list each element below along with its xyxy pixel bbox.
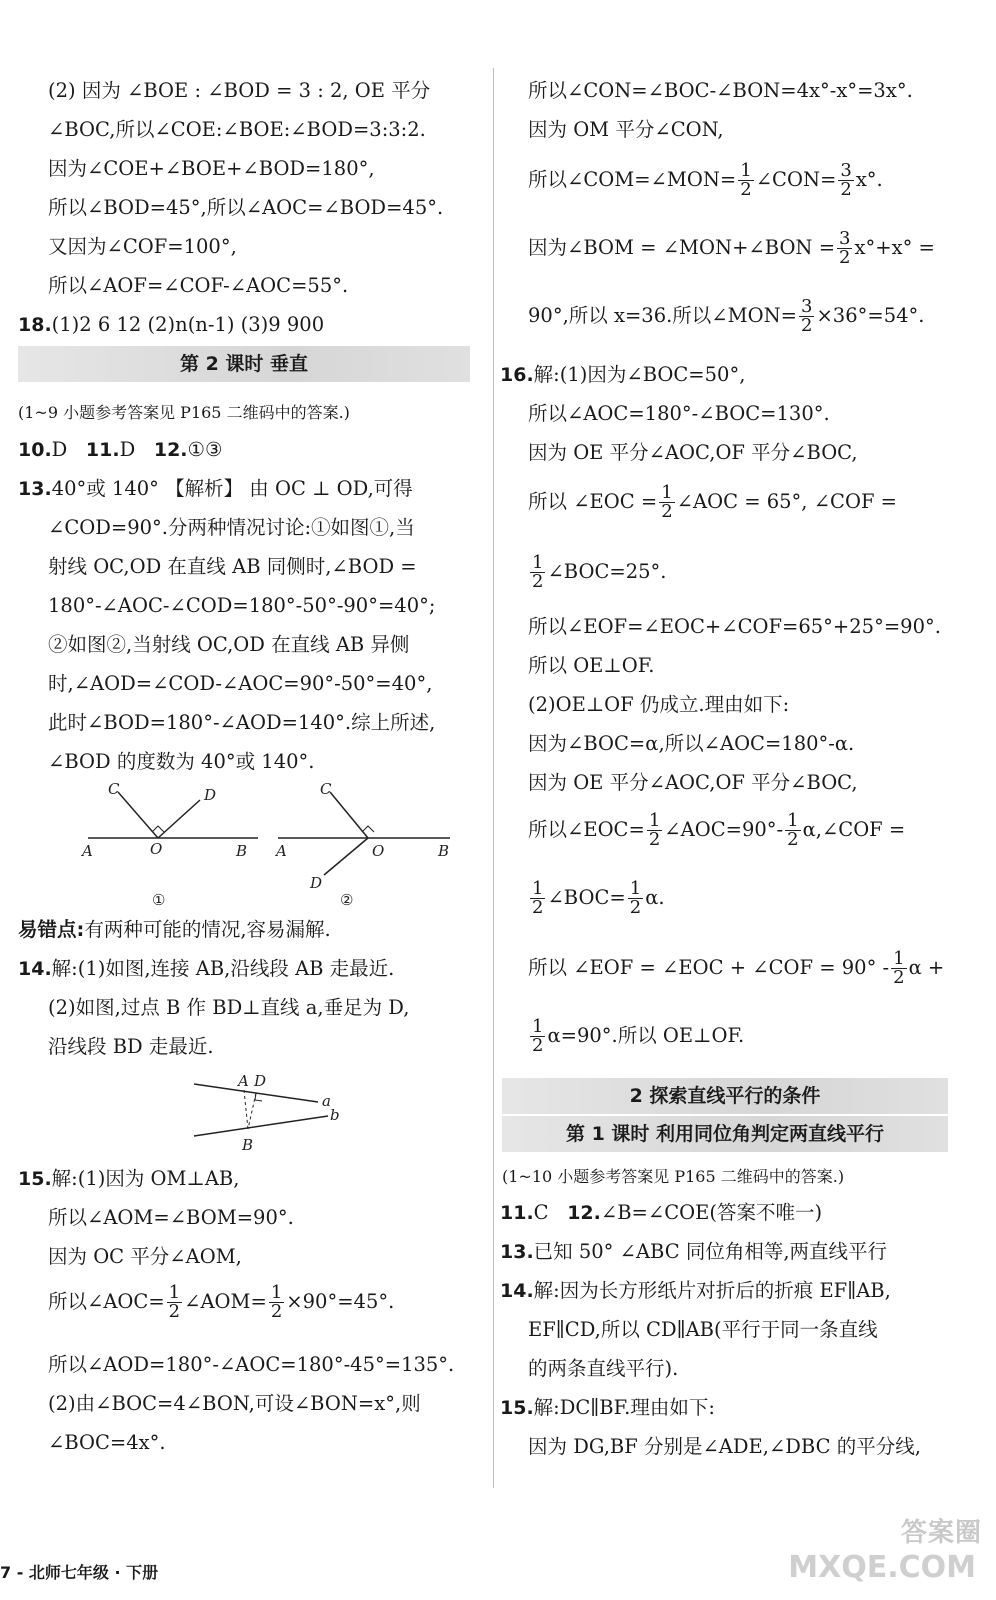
text-line: 因为 OC 平分∠AOM, <box>48 1245 242 1268</box>
text-line: 时,∠AOD=∠COD-∠AOC=90°-50°=40°, <box>48 672 433 695</box>
section-heading-perpendicular: 第 2 课时 垂直 <box>18 346 470 382</box>
point-label: C <box>108 780 120 798</box>
question-15 <box>500 1395 715 1421</box>
fraction: $\frac{1}{2}$ <box>532 552 544 592</box>
equation-line: $\frac{1}{2}$ ∠BOC=25°. <box>532 552 667 592</box>
fraction: $\frac{1}{2}$ <box>787 810 799 850</box>
answer-text: ∠B=∠COE(答案不唯一) <box>600 1201 823 1224</box>
shortest-path-figure <box>188 1066 348 1156</box>
point-label: O <box>372 842 385 860</box>
text-line: 因为 OM 平分∠CON, <box>528 118 724 141</box>
text-line: (2)OE⊥OF 仍成立.理由如下: <box>528 693 790 716</box>
section-heading-parallel: 2 探索直线平行的条件 <box>502 1078 948 1114</box>
text-line: 所以∠EOF=∠EOC+∠COF=65°+25°=90°. <box>528 615 941 638</box>
text-line: 因为 DG,BF 分别是∠ADE,∠DBC 的平分线, <box>528 1435 921 1458</box>
text-line: 所以∠AOF=∠COF-∠AOC=55°. <box>48 274 349 297</box>
point-label: A <box>238 1072 249 1090</box>
page-number: 7 - <box>0 1563 24 1582</box>
question-14 <box>18 956 394 982</box>
answer-text: 已知 50° ∠ABC 同位角相等,两直线平行 <box>533 1240 888 1263</box>
book-title: 北师七年级 · 下册 <box>28 1563 159 1582</box>
equation-line <box>48 1284 394 1321</box>
error-label: 易错点: <box>18 918 85 941</box>
angle-figures <box>78 780 478 920</box>
question-15 <box>18 1166 239 1192</box>
equation-line: 所以∠COM=∠MON= $\frac{1}{2}$ ∠CON= $\frac{3}{2}$ x°. <box>528 160 883 200</box>
question-number: 15. <box>18 1168 52 1190</box>
text-line: 因为∠BOC=α,所以∠AOC=180°-α. <box>528 732 855 755</box>
text-line: 因为 OE 平分∠AOC,OF 平分∠BOC, <box>528 441 858 464</box>
text-line: ∠BOD 的度数为 40°或 140°. <box>48 750 315 773</box>
question-number: 10. <box>18 439 52 461</box>
line-label: b <box>330 1106 340 1124</box>
answer-text: ①③ <box>187 438 223 461</box>
answers-10-12 <box>18 437 222 463</box>
text-line: 所以∠AOC=180°-∠BOC=130°. <box>528 402 830 425</box>
watermark-url: MXQE.COM <box>788 1550 976 1585</box>
figure-caption: ① <box>152 891 166 909</box>
equation-line: 所以∠EOC= $\frac{1}{2}$ ∠AOC=90°- $\frac{1}{2}$ α,∠COF = <box>528 810 906 850</box>
question-number: 13. <box>18 478 52 500</box>
point-label: B <box>438 842 450 860</box>
text-line: 所以∠AOM=∠BOM=90°. <box>48 1206 294 1229</box>
point-label: B <box>236 842 248 860</box>
question-13 <box>18 476 413 502</box>
question-number: 16. <box>500 364 534 386</box>
point-label: D <box>204 786 217 804</box>
answer-text: 解:(1)如图,连接 AB,沿线段 AB 走最近. <box>51 957 395 980</box>
text-line: ∠COD=90°.分两种情况讨论:①如图①,当 <box>48 516 415 539</box>
watermark-logo: 答案圈 <box>900 1518 982 1548</box>
answer-text: D <box>51 438 68 461</box>
column-divider <box>493 68 494 1488</box>
point-label: C <box>320 780 332 798</box>
fraction: $\frac{1}{2}$ <box>648 810 661 850</box>
line-label: a <box>322 1092 331 1110</box>
text-segment: 所以∠AOC= <box>48 1290 165 1313</box>
text-segment: ×90°=45°. <box>286 1290 395 1313</box>
question-16 <box>500 362 745 388</box>
equation-line: 90°,所以 x=36.所以∠MON= $\frac{3}{2}$ ×36°=54°. <box>528 296 925 336</box>
fraction: $\frac{1}{2}$ <box>532 878 544 918</box>
text-line: ∠BOC,所以∠COE:∠BOE:∠BOD=3:3:2. <box>48 118 426 141</box>
text-line: 的两条直线平行). <box>528 1357 679 1380</box>
question-number: 12. <box>567 1202 601 1224</box>
text-line: ②如图②,当射线 OC,OD 在直线 AB 异侧 <box>48 633 410 656</box>
fraction: $\frac{1}{2}$ <box>661 482 673 522</box>
question-number: 11. <box>500 1202 534 1224</box>
text-line: 所以∠CON=∠BOC-∠BON=4x°-x°=3x°. <box>528 79 913 102</box>
question-number: 11. <box>85 439 120 461</box>
fraction: $\frac{1}{2}$ <box>629 878 642 918</box>
lesson-heading: 第 1 课时 利用同位角判定两直线平行 <box>502 1116 948 1152</box>
text-line: EF∥CD,所以 CD∥AB(平行于同一条直线 <box>528 1318 878 1341</box>
text-line: 射线 OC,OD 在直线 AB 同侧时,∠BOD = <box>48 555 417 578</box>
text-line: 180°-∠AOC-∠COD=180°-50°-90°=40°; <box>48 594 436 617</box>
answer-text: (1)2 6 12 (2)n(n-1) (3)9 900 <box>51 313 325 336</box>
note-line: (1~10 小题参考答案见 P165 二维码中的答案.) <box>502 1167 845 1186</box>
text-line: 所以∠BOD=45°,所以∠AOC=∠BOD=45°. <box>48 196 444 219</box>
question-number: 18. <box>18 314 52 336</box>
text-segment: ∠AOM= <box>184 1290 267 1313</box>
fraction: $\frac{3}{2}$ <box>839 228 851 268</box>
text-line: 因为 OE 平分∠AOC,OF 平分∠BOC, <box>528 771 858 794</box>
equation-line: 所以 ∠EOF = ∠EOC + ∠COF = 90° - $\frac{1}{2}$ α + <box>528 948 945 988</box>
question-18 <box>18 312 324 338</box>
point-label: B <box>242 1136 254 1154</box>
answer-text: 解:因为长方形纸片对折后的折痕 EF∥AB, <box>533 1279 891 1302</box>
text-line: (2)如图,过点 B 作 BD⊥直线 a,垂足为 D, <box>48 996 410 1019</box>
equation-line: $\frac{1}{2}$ ∠BOC= $\frac{1}{2}$ α. <box>532 878 665 918</box>
page-footer <box>0 1560 158 1583</box>
answer-text: C <box>533 1201 549 1224</box>
text-line: 此时∠BOD=180°-∠AOD=140°.综上所述, <box>48 711 436 734</box>
text-line: ∠BOC=4x°. <box>48 1431 166 1454</box>
error-text: 有两种可能的情况,容易漏解. <box>84 918 331 941</box>
question-number: 13. <box>500 1241 534 1263</box>
fraction: $\frac{1}{2}$ <box>740 160 752 200</box>
answer-text: 40°或 140° 【解析】 由 OC ⊥ OD,可得 <box>51 477 413 500</box>
answer-text: 解:(1)因为 OM⊥AB, <box>51 1167 240 1190</box>
question-14 <box>500 1278 891 1304</box>
question-number: 15. <box>500 1397 534 1419</box>
fraction: $\frac{3}{2}$ <box>840 160 852 200</box>
answer-text: 解:(1)因为∠BOC=50°, <box>533 363 746 386</box>
figure-caption: ② <box>340 891 354 909</box>
question-number: 12. <box>153 439 188 461</box>
equation-line: 所以 ∠EOC = $\frac{1}{2}$ ∠AOC = 65°, ∠COF = <box>528 482 898 522</box>
text-line: (2)由∠BOC=4∠BON,可设∠BON=x°,则 <box>48 1392 421 1415</box>
note-line: (1~9 小题参考答案见 P165 二维码中的答案.) <box>18 403 350 422</box>
error-note <box>18 917 331 943</box>
question-13 <box>500 1239 887 1265</box>
text-line: 所以 OE⊥OF. <box>528 654 655 677</box>
equation-line: 因为∠BOM = ∠MON+∠BON = $\frac{3}{2}$ x°+x° = <box>528 228 935 268</box>
figure-2 <box>274 780 450 909</box>
text-line: (2) 因为 ∠BOE : ∠BOD = 3 : 2, OE 平分 <box>48 79 431 102</box>
fraction: $\frac{1}{2}$ <box>532 1016 544 1056</box>
point-label: A <box>276 842 287 860</box>
figure-1 <box>80 780 258 909</box>
point-label: O <box>150 840 163 858</box>
fraction: $\frac{1}{2}$ <box>893 948 905 988</box>
fraction: $\frac{3}{2}$ <box>801 296 813 336</box>
text-line: 因为∠COE+∠BOE+∠BOD=180°, <box>48 157 375 180</box>
fraction: $\frac{1}{2}$ <box>168 1282 181 1322</box>
point-label: A <box>82 842 93 860</box>
equation-line: $\frac{1}{2}$ α=90°.所以 OE⊥OF. <box>532 1016 745 1056</box>
question-number: 14. <box>18 958 52 980</box>
text-line: 沿线段 BD 走最近. <box>48 1035 214 1058</box>
text-line: 又因为∠COF=100°, <box>48 235 237 258</box>
text-line: 所以∠AOD=180°-∠AOC=180°-45°=135°. <box>48 1353 455 1376</box>
answer-text: 解:DC∥BF.理由如下: <box>533 1396 715 1419</box>
question-number: 14. <box>500 1280 534 1302</box>
point-label: D <box>310 874 323 892</box>
answers-11-12 <box>500 1200 822 1226</box>
point-label: D <box>254 1072 267 1090</box>
answer-text: D <box>119 438 136 461</box>
fraction: $\frac{1}{2}$ <box>270 1282 283 1322</box>
